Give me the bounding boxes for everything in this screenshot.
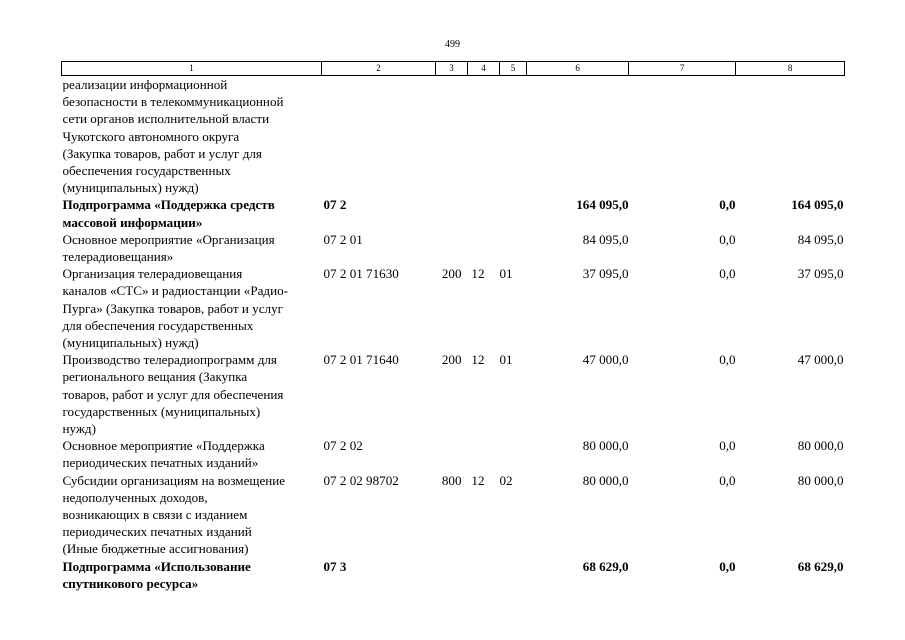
section-code (468, 437, 500, 471)
total-amount: 80 000,0 (797, 438, 844, 454)
subsection-code (500, 76, 527, 197)
subsection-code: 01 (499, 352, 513, 368)
change-amount: 0,0 (719, 231, 736, 247)
item-name (62, 265, 322, 351)
subsection-code (500, 231, 527, 265)
item-name-line: периодических печатных изданий (62, 524, 252, 540)
expense-type (436, 196, 468, 230)
item-name-line: телерадиовещания» (62, 249, 174, 265)
section-code: 12 (471, 352, 485, 368)
section-code: 12 (471, 472, 485, 488)
item-name-line: Организация телерадиовещания (62, 266, 243, 282)
column-number: 6 (527, 62, 629, 76)
section-code (468, 558, 500, 592)
total-amount: 68 629,0 (797, 558, 844, 574)
table-row (62, 196, 845, 230)
total-amount: 47 000,0 (797, 352, 844, 368)
item-name-line: Подпрограмма «Поддержка средств (62, 197, 275, 213)
item-name (62, 231, 322, 265)
expense-type (436, 558, 468, 592)
expense-type (436, 231, 468, 265)
budget-code: 07 2 01 (323, 231, 363, 247)
amount: 84 095,0 (582, 231, 629, 247)
amount: 80 000,0 (582, 438, 629, 454)
budget-table (61, 61, 845, 592)
item-name-line: (муниципальных) нужд) (62, 180, 199, 196)
subsection-code (500, 558, 527, 592)
item-name-line: (Закупка товаров, работ и услуг для (62, 145, 262, 161)
total-amount: 37 095,0 (797, 266, 844, 282)
amount: 37 095,0 (582, 266, 629, 282)
item-name-line: возникающих в связи с изданием (62, 507, 248, 523)
item-name-line: реализации информационной (62, 77, 228, 92)
amount (527, 76, 629, 197)
table-row (62, 472, 845, 558)
section-code: 12 (471, 266, 485, 282)
item-name-line: Основное мероприятие «Организация (62, 231, 275, 247)
column-number: 8 (736, 62, 845, 76)
expense-type: 800 (441, 472, 462, 488)
page-number: 499 (445, 39, 460, 50)
item-name-line: недополученных доходов, (62, 489, 208, 505)
amount: 164 095,0 (576, 197, 629, 213)
subsection-code (500, 437, 527, 471)
budget-code: 07 2 (323, 197, 347, 213)
table-row (62, 437, 845, 471)
subsection-code (500, 196, 527, 230)
item-name-line: Пурга» (Закупка товаров, работ и услуг (62, 300, 283, 316)
item-name-line: периодических печатных изданий» (62, 455, 259, 471)
change-amount (629, 76, 736, 197)
budget-code: 07 2 02 (323, 438, 363, 454)
table-row (62, 231, 845, 265)
item-name-line: (муниципальных) нужд) (62, 335, 199, 351)
section-code (468, 76, 500, 197)
table-row (62, 76, 845, 197)
item-name-line: Производство телерадиопрограмм для (62, 352, 277, 368)
item-name (62, 558, 322, 592)
item-name (62, 351, 322, 437)
column-number: 7 (629, 62, 736, 76)
item-name-line: нужд) (62, 421, 96, 437)
expense-type (436, 437, 468, 471)
column-number: 5 (500, 62, 527, 76)
budget-code: 07 2 01 71630 (323, 266, 399, 282)
item-name-line: каналов «СТС» и радиостанции «Радио- (62, 283, 288, 299)
amount: 47 000,0 (582, 352, 629, 368)
item-name-line: для обеспечения государственных (62, 317, 254, 333)
change-amount: 0,0 (719, 558, 736, 574)
item-name-line: Основное мероприятие «Поддержка (62, 438, 265, 454)
amount: 80 000,0 (582, 472, 629, 488)
change-amount: 0,0 (719, 266, 736, 282)
table-row (62, 351, 845, 437)
item-name-line: (Иные бюджетные ассигнования) (62, 541, 249, 557)
subsection-code: 02 (499, 472, 513, 488)
item-name-line: массовой информации» (62, 214, 203, 230)
item-name-line: регионального вещания (Закупка (62, 369, 248, 385)
item-name-line: товаров, работ и услуг для обеспечения (62, 386, 284, 402)
expense-type: 200 (441, 352, 462, 368)
item-name (62, 196, 322, 230)
change-amount: 0,0 (719, 352, 736, 368)
item-name-line: сети органов исполнительной власти (62, 111, 270, 127)
item-name (62, 76, 322, 197)
total-amount: 164 095,0 (791, 197, 844, 213)
change-amount: 0,0 (719, 438, 736, 454)
budget-rows (62, 76, 845, 593)
item-name-line: безопасности в телекоммуникационной (62, 94, 284, 110)
expense-type: 200 (441, 266, 462, 282)
column-number: 2 (322, 62, 436, 76)
column-number: 3 (436, 62, 468, 76)
amount: 68 629,0 (582, 558, 629, 574)
table-row (62, 265, 845, 351)
total-amount: 84 095,0 (797, 231, 844, 247)
item-name-line: Субсидии организациям на возмещение (62, 472, 286, 488)
item-name-line: государственных (муниципальных) (62, 403, 261, 419)
budget-code: 07 3 (323, 558, 347, 574)
section-code (468, 231, 500, 265)
item-name-line: Подпрограмма «Использование (62, 558, 251, 574)
budget-code: 07 2 02 98702 (323, 472, 399, 488)
column-number: 4 (468, 62, 500, 76)
table-row (62, 558, 845, 592)
column-number: 1 (62, 62, 322, 76)
change-amount: 0,0 (719, 197, 736, 213)
subsection-code: 01 (499, 266, 513, 282)
total-amount: 80 000,0 (797, 472, 844, 488)
item-name-line: Чукотского автономного округа (62, 128, 240, 144)
total-amount (736, 76, 845, 197)
item-name (62, 437, 322, 471)
expense-type (436, 76, 468, 197)
item-name-line: обеспечения государственных (62, 163, 231, 179)
budget-code (322, 76, 436, 197)
column-number-row (62, 62, 845, 76)
item-name-line: спутникового ресурса» (62, 575, 199, 591)
section-code (468, 196, 500, 230)
change-amount: 0,0 (719, 472, 736, 488)
budget-code: 07 2 01 71640 (323, 352, 399, 368)
item-name (62, 472, 322, 558)
